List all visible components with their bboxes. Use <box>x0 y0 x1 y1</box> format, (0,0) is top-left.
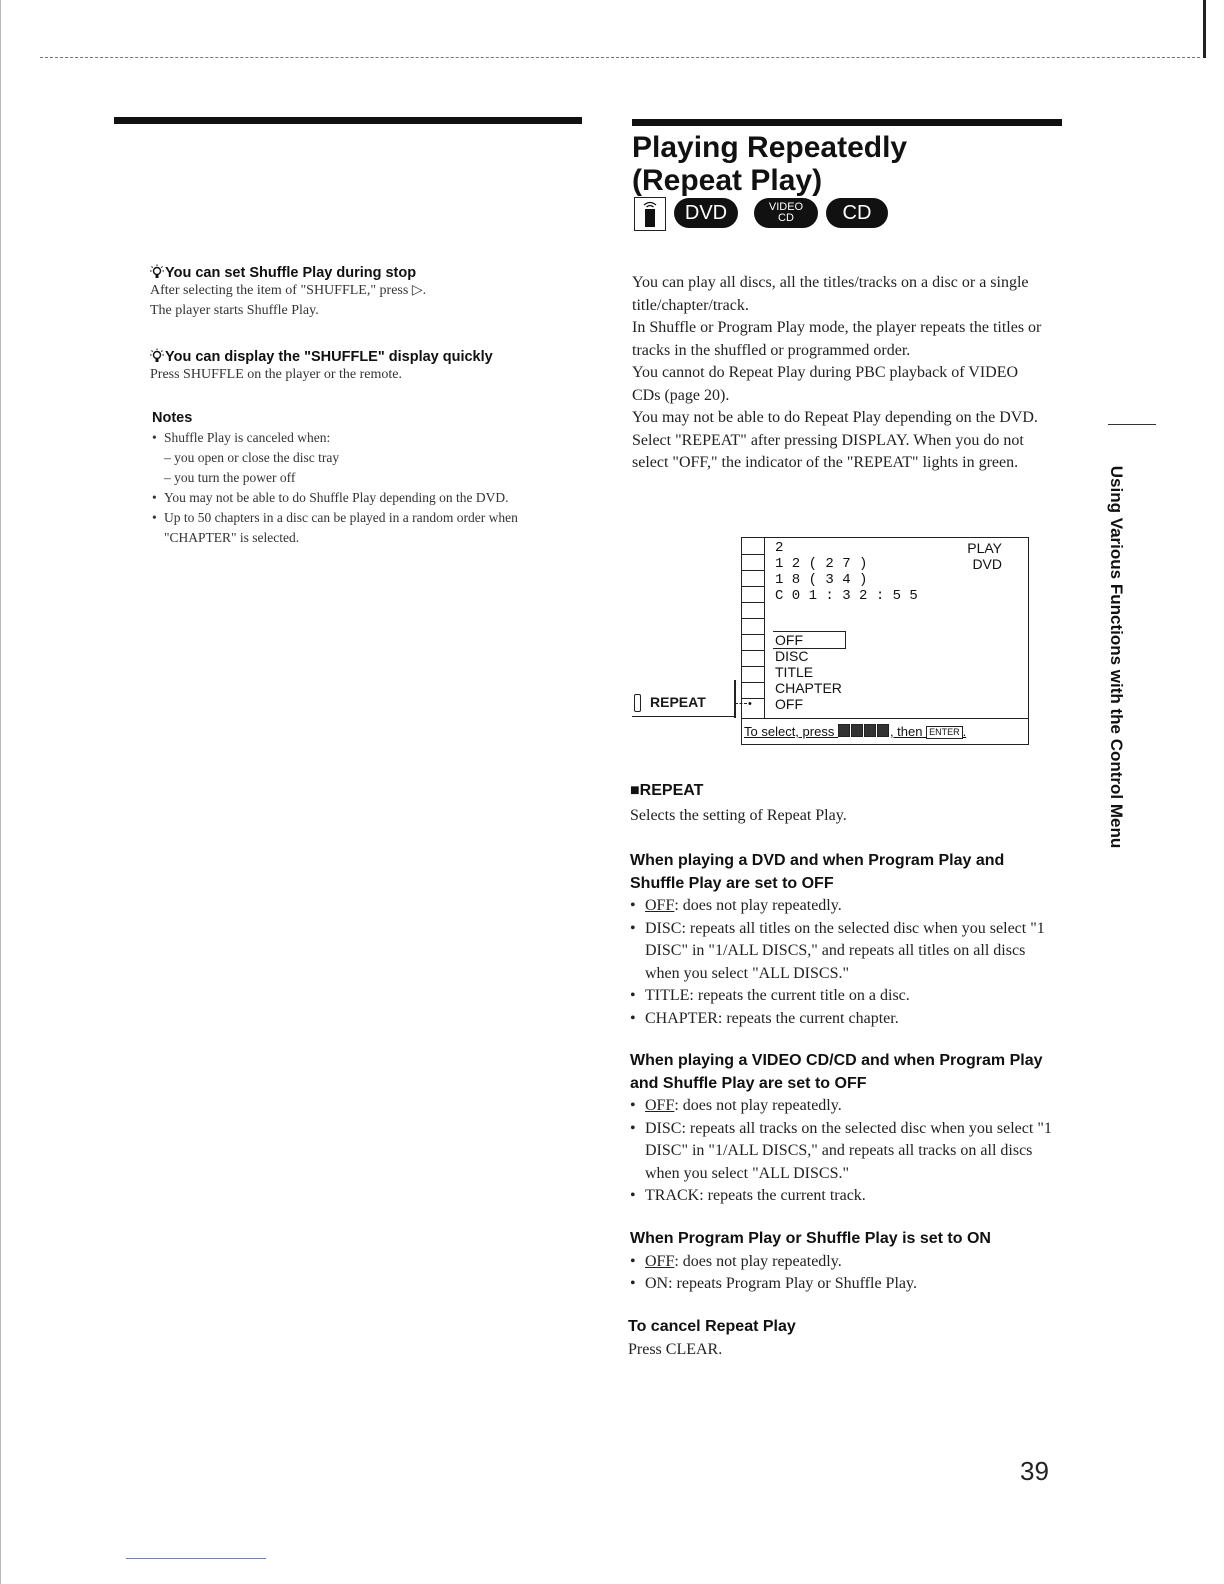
section-program-on <box>630 1228 1060 1296</box>
callout-connector <box>735 703 747 704</box>
lightbulb-icon <box>150 264 164 280</box>
scan-edge-left <box>0 0 1 1584</box>
left-column-rule <box>114 117 582 124</box>
list-item: • CHAPTER: repeats the current chapter. <box>630 1008 1060 1031</box>
note-item: • Up to 50 chapters in a disc can be played in a random order when "CHAPTER" is selected. <box>152 508 592 548</box>
osd-option: OFF <box>775 632 803 648</box>
side-tab-rule <box>1108 424 1156 425</box>
scan-edge-top <box>40 57 1200 59</box>
section-dvd-off <box>630 850 1060 1030</box>
menu-icon-column <box>742 538 765 718</box>
osd-option: CHAPTER <box>775 680 842 696</box>
intro-paragraph: You cannot do Repeat Play during PBC playback of VIDEO CDs (page 20). <box>632 364 1019 404</box>
scan-edge-bottom <box>126 1558 266 1559</box>
section-heading: To cancel Repeat Play <box>628 1318 796 1335</box>
list-item: • OFF: does not play repeatedly. <box>630 895 1060 918</box>
osd-instruction: To select, press , then ENTER . <box>744 724 967 739</box>
osd-time: C 0 1 : 3 2 : 5 5 <box>775 588 918 604</box>
tip-title: You can display the "SHUFFLE" display quickly <box>150 348 590 365</box>
list-item: • TRACK: repeats the current track. <box>630 1185 1060 1208</box>
intro-text <box>632 272 1050 475</box>
right-arrow-key-icon <box>877 724 889 737</box>
page-number: 39 <box>1020 1456 1049 1486</box>
list-item: • OFF: does not play repeatedly. <box>630 1251 1060 1274</box>
osd-play-status: PLAY <box>967 540 1002 556</box>
notes-section <box>152 410 592 548</box>
section-vcd-off <box>630 1050 1060 1208</box>
tip-shuffle-display <box>150 348 590 385</box>
osd-chapter: 1 2 ( 2 7 ) <box>775 556 868 572</box>
list-item: • DISC: repeats all tracks on the selected disc when you select "1 DISC" in "1/ALL DISCS," and repeats all tracks on all discs when you select "ALL DISCS." <box>630 1118 1060 1186</box>
lightbulb-icon <box>150 348 164 364</box>
intro-paragraph: You may not be able to do Repeat Play depending on the DVD. <box>632 409 1038 426</box>
list-item: • TITLE: repeats the current title on a disc. <box>630 985 1060 1008</box>
section-heading: When playing a DVD and when Program Play and Shuffle Play are set to OFF <box>630 852 1005 892</box>
note-subitem: – you turn the power off <box>164 470 296 485</box>
repeat-label: REPEAT <box>650 694 706 710</box>
section-side-tab: Using Various Functions with the Control Menu <box>1107 465 1126 849</box>
tip-line: Press SHUFFLE on the player or the remote. <box>150 367 402 382</box>
callout-connector <box>734 680 736 718</box>
left-arrow-key-icon <box>838 724 850 737</box>
note-subitem: – you open or close the disc tray <box>164 450 340 465</box>
notes-title: Notes <box>152 410 193 426</box>
tip-line: After selecting the item of "SHUFFLE," press ▷. <box>150 283 427 298</box>
intro-paragraph: In Shuffle or Program Play mode, the player repeats the titles or tracks in the shuffled or programmed order. <box>632 319 1042 359</box>
osd-track: 1 8 ( 3 4 ) <box>775 572 868 588</box>
repeat-heading: ■REPEAT <box>630 782 704 799</box>
note-item: • You may not be able to do Shuffle Play depending on the DVD. <box>152 488 592 508</box>
up-arrow-key-icon <box>864 724 876 737</box>
right-column-rule <box>632 119 1062 126</box>
control-menu-display <box>741 537 1029 745</box>
scan-edge-right <box>1203 0 1206 58</box>
osd-option: DISC <box>775 648 809 664</box>
osd-title-number: 2 <box>775 540 786 556</box>
list-item: • OFF: does not play repeatedly. <box>630 1095 1060 1118</box>
list-item: • DISC: repeats all titles on the selected disc when you select "1 DISC" in "1/ALL DISCS," and repeats all titles on all discs when you select "ALL DISCS." <box>630 918 1060 986</box>
osd-current-setting: OFF <box>775 696 803 712</box>
osd-pointer-icon: • <box>748 698 752 710</box>
osd-option: TITLE <box>775 664 814 680</box>
tip-title: You can set Shuffle Play during stop <box>150 264 590 281</box>
down-arrow-key-icon <box>851 724 863 737</box>
intro-paragraph: Select "REPEAT" after pressing DISPLAY. When you do not select "OFF," the indicator of the "REPEAT" lights in green. <box>632 431 1024 471</box>
osd-disc-type: DVD <box>972 556 1002 572</box>
tip-line: The player starts Shuffle Play. <box>150 303 319 318</box>
intro-paragraph: You can play all discs, all the titles/tracks on a disc or a single title/chapter/track. <box>632 274 1029 314</box>
remote-icon <box>634 197 666 231</box>
cancel-text: Press CLEAR. <box>628 1340 723 1358</box>
video-cd-badge: VIDEO CD <box>754 198 818 228</box>
note-item: • Shuffle Play is canceled when: <box>152 428 592 448</box>
tip-shuffle-during-stop <box>150 264 590 321</box>
enter-key-icon: ENTER <box>926 726 963 739</box>
section-heading: When Program Play or Shuffle Play is set to ON <box>630 1230 991 1247</box>
list-item: • ON: repeats Program Play or Shuffle Play. <box>630 1273 1060 1296</box>
section-cancel <box>628 1316 1058 1361</box>
section-heading: When playing a VIDEO CD/CD and when Program Play and Shuffle Play are set to OFF <box>630 1052 1043 1092</box>
repeat-description: Selects the setting of Repeat Play. <box>630 807 847 824</box>
repeat-callout <box>632 692 736 717</box>
page-title: Playing Repeatedly (Repeat Play) <box>632 131 908 197</box>
dvd-badge: DVD <box>674 198 738 228</box>
cd-badge: CD <box>826 198 888 228</box>
repeat-indicator-icon <box>634 694 641 712</box>
